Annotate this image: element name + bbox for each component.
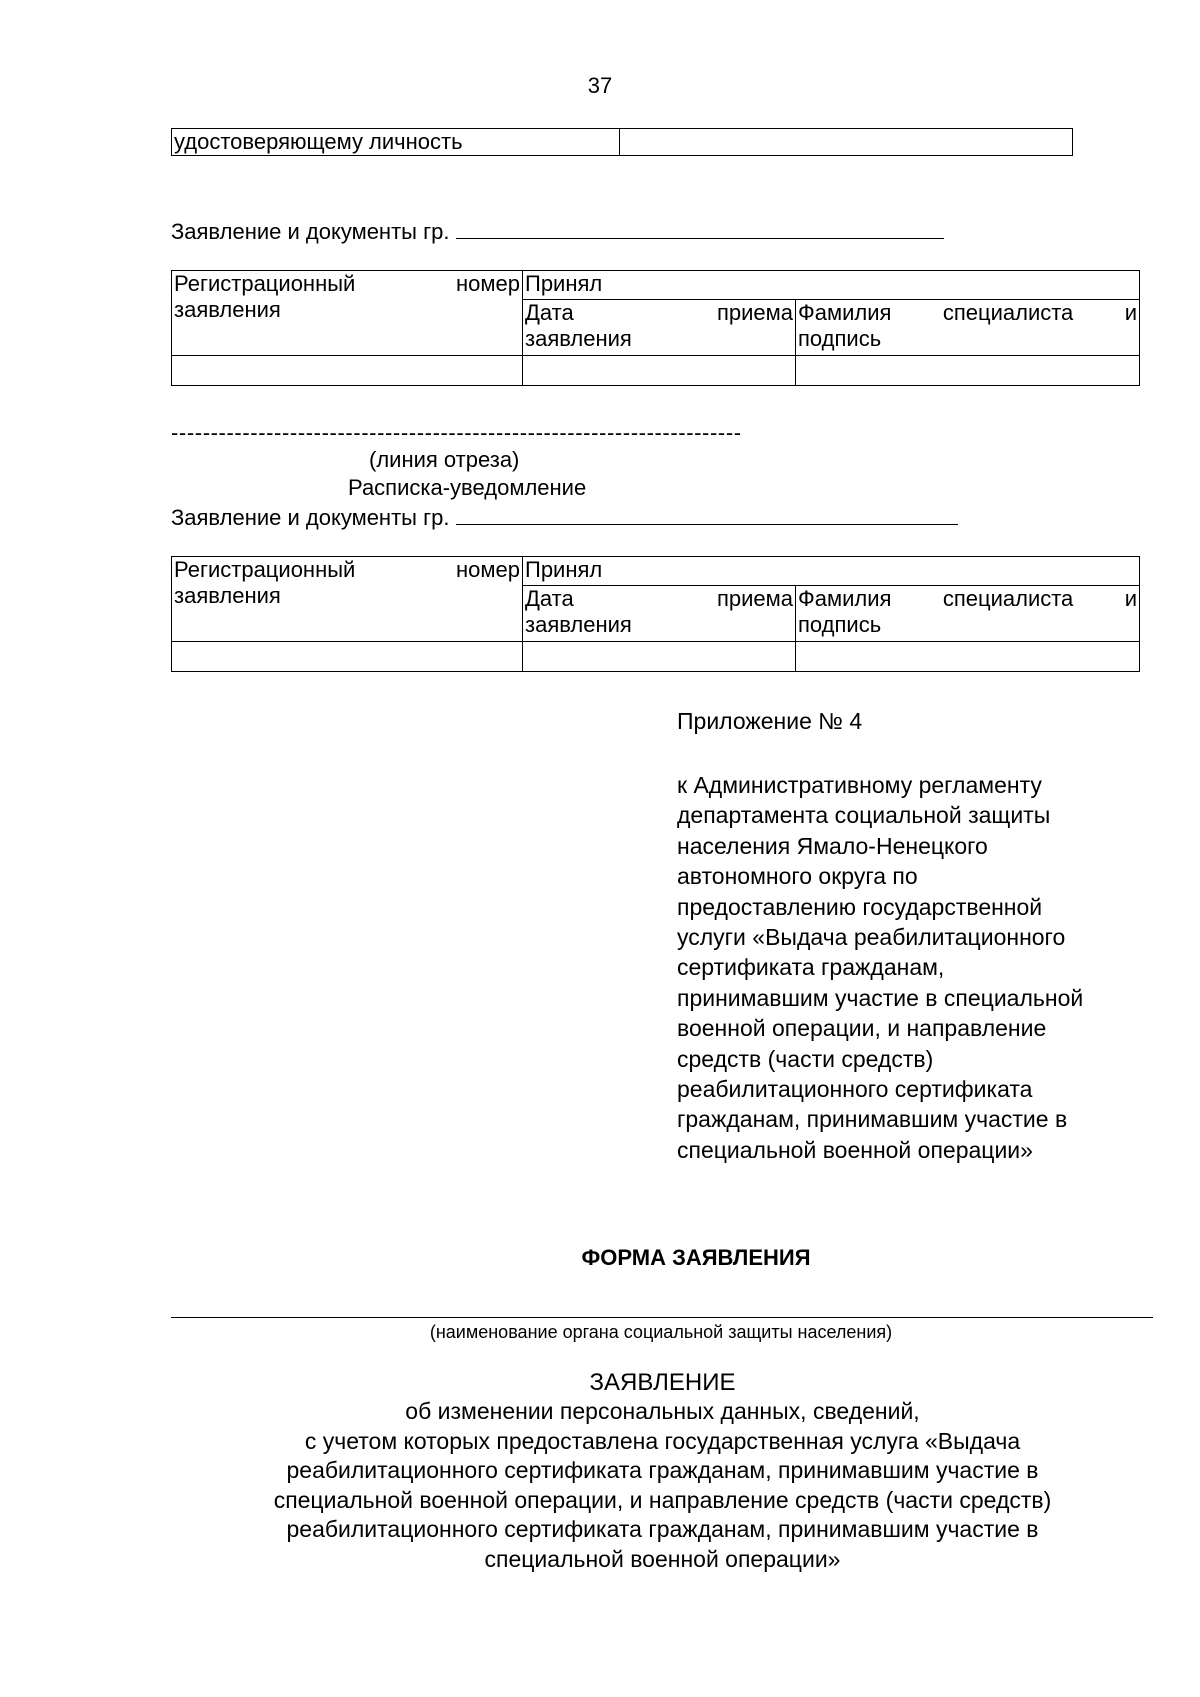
receipt-label: Заявление и документы гр. bbox=[171, 505, 450, 530]
appendix-line: к Административному регламенту bbox=[677, 772, 1042, 798]
notice-title: Расписка-уведомление bbox=[348, 475, 587, 500]
registration-table-1 bbox=[171, 270, 1140, 386]
appendix-line: специальной военной операции» bbox=[677, 1136, 1033, 1163]
appendix-line: реабилитационного сертификата bbox=[677, 1076, 1033, 1103]
statement-line: реабилитационного сертификата гражданам, принимавшим участие в bbox=[286, 1516, 1039, 1542]
appendix-line: военной операции, и направление bbox=[677, 1015, 1047, 1042]
acceptance-date-header: Дата приема заявления bbox=[523, 300, 796, 356]
statement-line: специальной военной операции» bbox=[484, 1545, 841, 1572]
appendix-line: населения Ямало-Ненецкого bbox=[677, 832, 988, 859]
applicant-name-field[interactable] bbox=[456, 218, 944, 239]
statement-body bbox=[0, 1397, 1200, 1574]
cut-line-label: (линия отреза) bbox=[369, 447, 520, 472]
appendix-line: услуги «Выдача реабилитационного bbox=[677, 924, 1066, 951]
page-number: 37 bbox=[587, 73, 613, 98]
appendix-title: Приложение № 4 bbox=[677, 708, 863, 734]
statement-line: об изменении персональных данных, сведений, bbox=[405, 1398, 920, 1424]
acceptance-date-cell[interactable] bbox=[523, 356, 796, 386]
registration-table-2 bbox=[171, 556, 1140, 672]
appendix-line: департамента социальной защиты bbox=[677, 802, 1051, 829]
form-title: ФОРМА ЗАЯВЛЕНИЯ bbox=[581, 1245, 811, 1270]
appendix-body bbox=[677, 770, 1157, 1165]
reg-number-header: Регистрационный номер заявления bbox=[172, 271, 523, 356]
id-document-value[interactable] bbox=[620, 129, 1073, 156]
acceptance-date-header: Дата приема заявления bbox=[523, 586, 796, 642]
specialist-signature-cell[interactable] bbox=[796, 356, 1140, 386]
applicant-name-field[interactable] bbox=[456, 504, 958, 525]
appendix-line: средств (части средств) bbox=[677, 1045, 934, 1072]
statement-line: реабилитационного сертификата гражданам, принимавшим участие в bbox=[286, 1457, 1039, 1483]
appendix-line: гражданам, принимавшим участие в bbox=[677, 1106, 1068, 1133]
reg-number-header: Регистрационный номер заявления bbox=[172, 557, 523, 642]
authority-name-caption: (наименование органа социальной защиты населения) bbox=[429, 1322, 893, 1342]
reg-number-cell[interactable] bbox=[172, 642, 523, 672]
statement-line: с учетом которых предоставлена государственная услуга «Выдача bbox=[304, 1427, 1021, 1454]
cut-line: ------------------------------------------------------------------------ bbox=[171, 420, 742, 445]
statement-title: ЗАЯВЛЕНИЕ bbox=[589, 1369, 736, 1396]
specialist-header: Фамилия специалиста и подпись bbox=[796, 300, 1140, 356]
statement-line: специальной военной операции, и направление средств (части средств) bbox=[273, 1486, 1052, 1513]
appendix-line: предоставлению государственной bbox=[677, 893, 1043, 920]
id-document-label: удостоверяющему личность bbox=[172, 129, 620, 156]
acceptance-date-cell[interactable] bbox=[523, 642, 796, 672]
accepted-header: Принял bbox=[523, 271, 1140, 300]
reg-number-cell[interactable] bbox=[172, 356, 523, 386]
accepted-header: Принял bbox=[523, 557, 1140, 586]
specialist-header: Фамилия специалиста и подпись bbox=[796, 586, 1140, 642]
authority-name-field[interactable] bbox=[171, 1317, 1153, 1318]
receipt-label: Заявление и документы гр. bbox=[171, 219, 450, 244]
specialist-signature-cell[interactable] bbox=[796, 642, 1140, 672]
appendix-line: принимавшим участие в специальной bbox=[677, 984, 1084, 1011]
id-document-table bbox=[171, 128, 1073, 156]
appendix-line: автономного округа по bbox=[677, 863, 918, 890]
receipt-line-2 bbox=[171, 504, 958, 531]
appendix-line: сертификата гражданам, bbox=[677, 954, 945, 981]
receipt-line-1 bbox=[171, 218, 944, 245]
